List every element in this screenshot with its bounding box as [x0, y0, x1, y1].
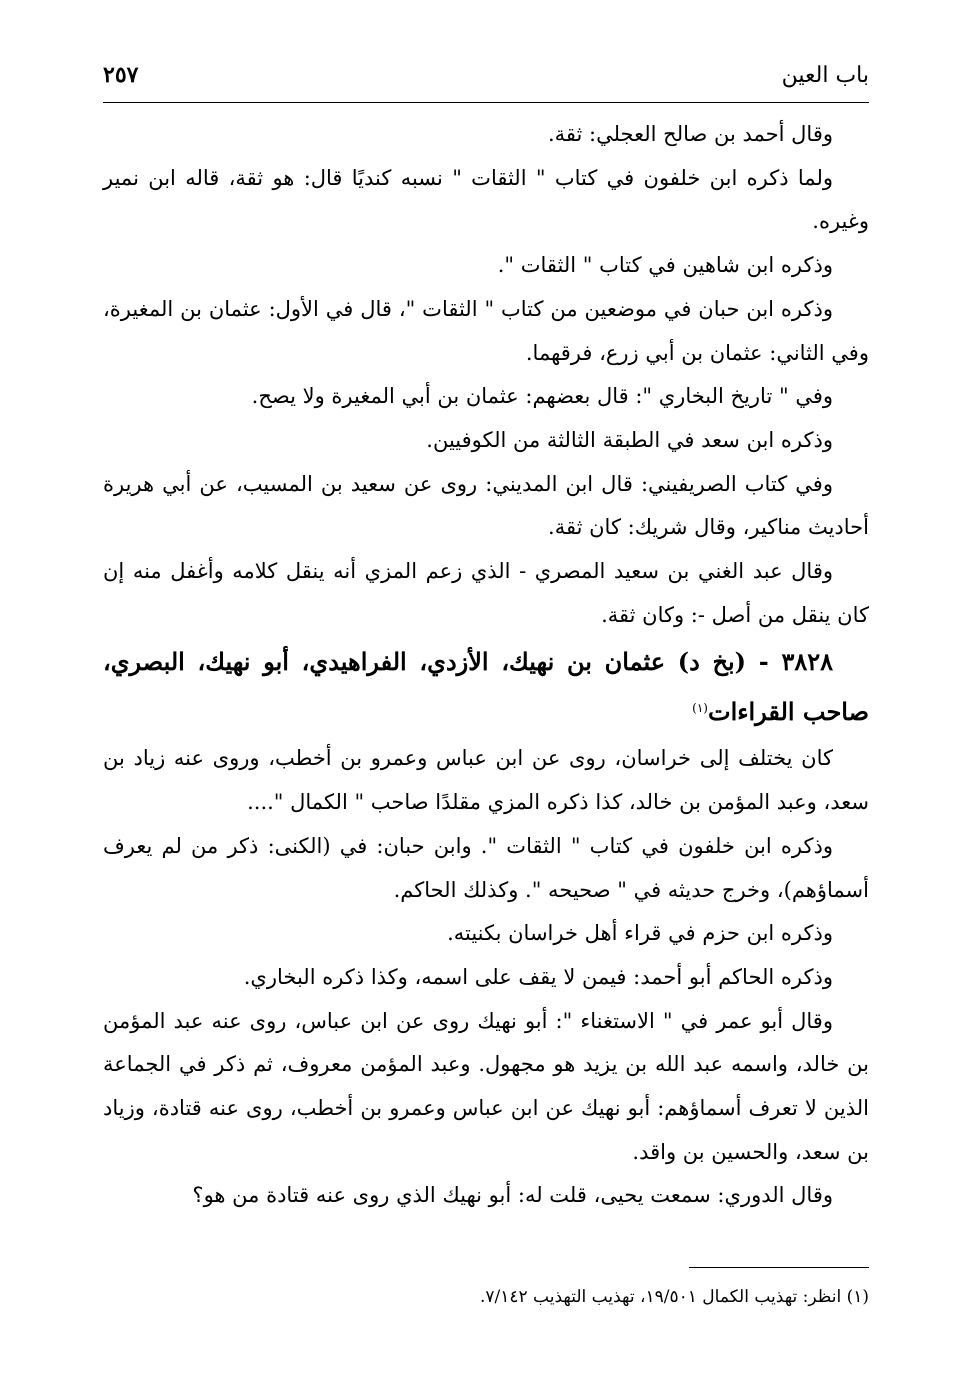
- page-body: [103, 113, 869, 1218]
- paragraph: ولما ذكره ابن خلفون في كتاب " الثقات " نسبه كنديًا قال: هو ثقة، قاله ابن نمير وغيره.: [103, 165, 869, 234]
- footnote-marker: (١): [692, 701, 708, 716]
- page-number: ٢٥٧: [103, 62, 139, 88]
- running-header: [103, 62, 869, 103]
- paragraph: وقال أبو عمر في " الاستغناء ": أبو نهيك روى عن ابن عباس، روى عنه عبد المؤمن بن خالد، واسمه عبد الله بن يزيد هو مجهول. وعبد المؤمن معروف، ثم ذكر في الجماعة الذين لا تعرف أسماؤهم: أبو نهيك عن ابن عباس وعمرو بن أخطب، روى عنه قتادة، وزياد بن سعد، والحسين بن واقد.: [103, 1008, 869, 1164]
- paragraph: كان يختلف إلى خراسان، روى عن ابن عباس وعمرو بن أخطب، وروى عنه زياد بن سعد، وعبد المؤمن بن خالد، كذا ذكره المزي مقلدًا صاحب " الكمال "....: [103, 746, 869, 815]
- paragraph: وذكره ابن شاهين في كتاب " الثقات ".: [497, 253, 833, 278]
- paragraph: وفي كتاب الصريفيني: قال ابن المديني: روى عن سعيد بن المسيب، عن أبي هريرة أحاديث مناكير، وقال شريك: كان ثقة.: [103, 471, 869, 540]
- paragraph: وذكره ابن حزم في قراء أهل خراسان بكنيته.: [447, 921, 833, 946]
- footnote-divider: [689, 1267, 869, 1268]
- book-page: [103, 62, 869, 1307]
- paragraph: وذكره الحاكم أبو أحمد: فيمن لا يقف على اسمه، وكذا ذكره البخاري.: [243, 964, 833, 989]
- paragraph: وقال عبد الغني بن سعيد المصري - الذي زعم المزي أنه ينقل كلامه وأغفل منه إن كان ينقل من أصل -: وكان ثقة.: [103, 559, 869, 627]
- paragraph: وذكره ابن خلفون في كتاب " الثقات ". وابن حبان: في (الكنى: ذكر من لم يعرف أسماؤهم)، وخرج حديثه في " صحيحه ". وكذلك الحاكم.: [103, 833, 869, 902]
- entry-heading: [103, 637, 869, 737]
- paragraph: وفي " تاريخ البخاري ": قال بعضهم: عثمان بن أبي المغيرة ولا يصح.: [251, 384, 833, 409]
- footnote: (١) انظر: تهذيب الكمال ١٩/٥٠١، تهذيب التهذيب ٧/١٤٢.: [479, 1287, 869, 1307]
- entry-heading-text: ٣٨٢٨ - (بخ د) عثمان بن نهيك، الأزدي، الفراهيدي، أبو نهيك، البصري، صاحب القراءات: [103, 647, 869, 727]
- paragraph: وقال الدوري: سمعت يحيى، قلت له: أبو نهيك الذي روى عنه قتادة من هو؟: [192, 1183, 833, 1208]
- chapter-title: باب العين: [781, 63, 869, 88]
- paragraph: وذكره ابن حبان في موضعين من كتاب " الثقات "، قال في الأول: عثمان بن المغيرة، وفي الثاني: عثمان بن أبي زرع، فرقهما.: [103, 296, 869, 365]
- paragraph: وذكره ابن سعد في الطبقة الثالثة من الكوفيين.: [426, 427, 833, 452]
- paragraph: وقال أحمد بن صالح العجلي: ثقة.: [547, 122, 833, 146]
